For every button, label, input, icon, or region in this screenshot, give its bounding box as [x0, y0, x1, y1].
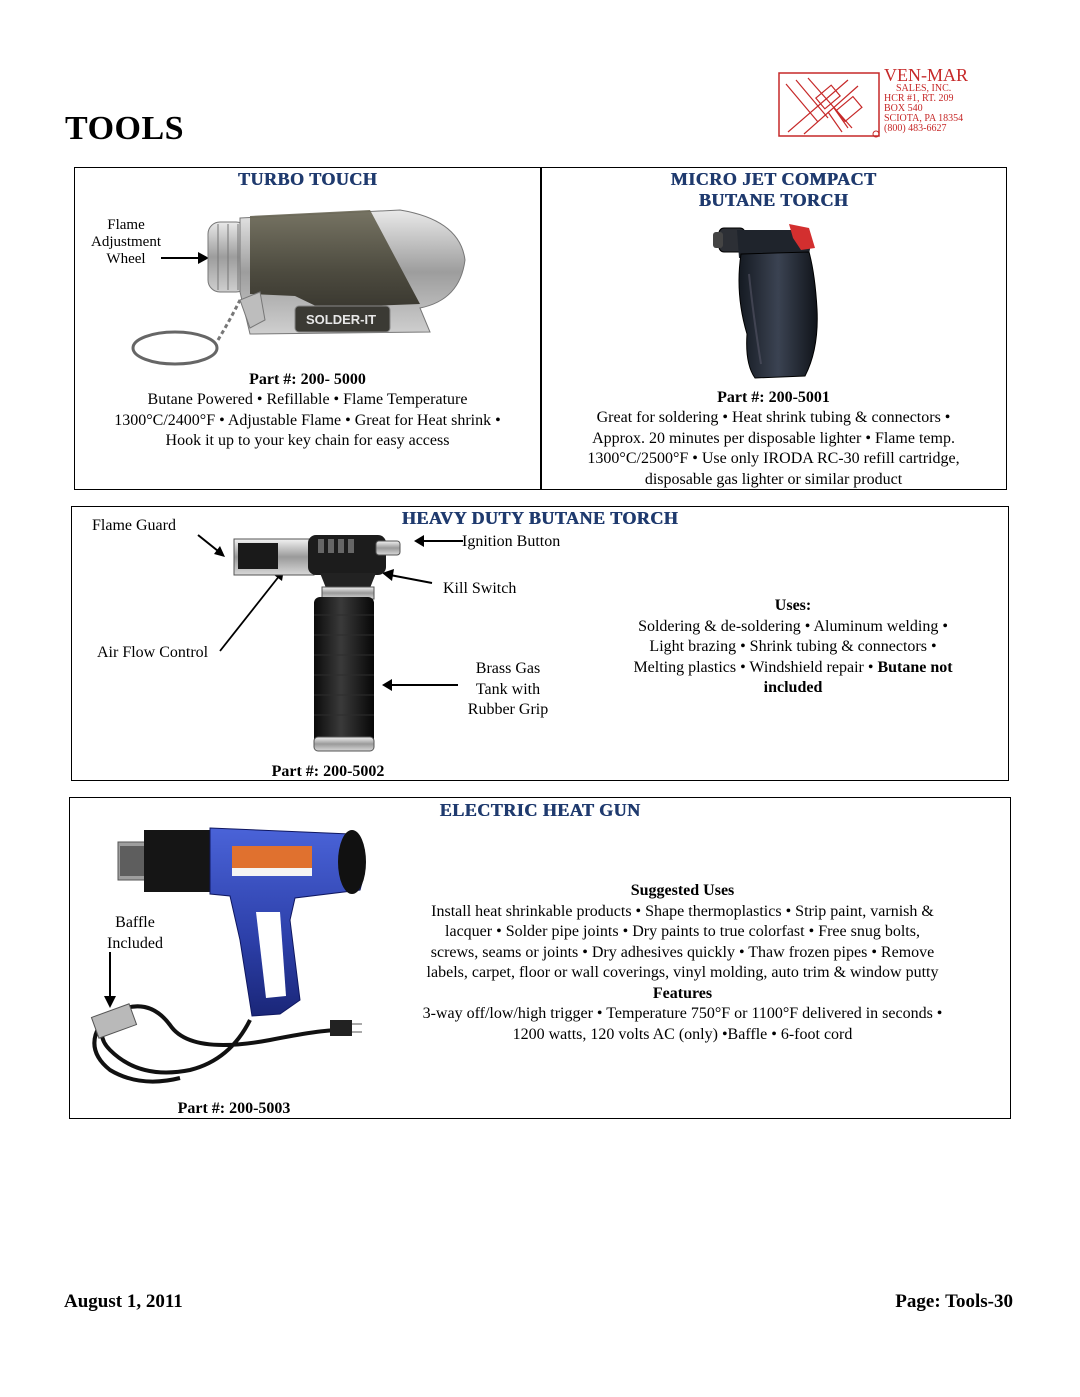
heat-gun-image [80, 820, 380, 1100]
desc-line: Hook it up to your key chain for easy access [165, 432, 450, 449]
label-line: Rubber Grip [467, 701, 549, 718]
suggested-uses-title: Suggested Uses [630, 882, 735, 899]
uses-note-bold: Butane not [877, 658, 953, 676]
desc-line: Great for soldering • Heat shrink tubing & connectors • [596, 409, 951, 426]
label-line: Flame [107, 217, 145, 233]
uses-title: Uses: [774, 597, 812, 614]
heavy-duty-torch-image [190, 525, 470, 765]
desc-line: 1300°C/2500°F • Use only IRODA RC-30 refill cartridge, [587, 450, 960, 467]
label-line: Tank with [475, 680, 541, 698]
turbo-touch-title: TURBO TOUCH [237, 169, 378, 189]
logo-line: BOX 540 [884, 103, 923, 114]
label-line: Adjustment [91, 234, 161, 250]
label-line: Brass Gas [475, 660, 541, 677]
desc-line: screws, seams or joints • Dry adhesives quickly • Thaw frozen pipes • Remove [430, 943, 935, 961]
title-line: BUTANE TORCH [698, 190, 849, 210]
turbo-touch-image [100, 200, 475, 370]
company-logo [778, 72, 882, 138]
brass-gas-tank-label [455, 659, 561, 721]
heavy-duty-uses [603, 596, 983, 699]
heavy-duty-title: HEAVY DUTY BUTANE TORCH [401, 508, 679, 528]
air-flow-control-label: Air Flow Control [97, 644, 209, 661]
title-line: MICRO JET COMPACT [670, 169, 877, 189]
label-line: Included [107, 934, 163, 952]
heat-gun-title: ELECTRIC HEAT GUN [439, 800, 641, 820]
microjet-part-number: Part #: 200-5001 [717, 389, 830, 406]
logo-name: VEN-MAR [884, 65, 968, 85]
logo-text [884, 66, 968, 134]
turbo-part-number: Part #: 200- 5000 [249, 371, 366, 388]
page-title: TOOLS [65, 110, 185, 147]
desc-line: 1300°C/2400°F • Adjustable Flame • Great for Heat shrink • [114, 411, 501, 429]
desc-line: 1200 watts, 120 volts AC (only) •Baffle • 6-foot cord [512, 1025, 853, 1043]
logo-line: HCR #1, RT. 209 [884, 93, 954, 104]
kill-switch-label: Kill Switch [443, 580, 517, 597]
desc-line: Butane Powered • Refillable • Flame Temperature [147, 391, 468, 408]
label-line: Wheel [106, 251, 146, 267]
heat-gun-part-number: Part #: 200-5003 [177, 1100, 291, 1117]
flame-guard-label: Flame Guard [92, 517, 176, 534]
desc-line: lacquer • Solder pipe joints • Dry paints to true colorfast • Free snug bolts, [445, 923, 920, 940]
ignition-button-label: Ignition Button [462, 533, 561, 550]
uses-text: Melting plastics • Windshield repair • [633, 658, 878, 676]
uses-line-last [603, 658, 983, 679]
desc-line: labels, carpet, floor or wall coverings, vinyl molding, auto trim & window putty [426, 964, 939, 981]
logo-line: SALES, INC. [896, 83, 952, 94]
microjet-description [542, 408, 1005, 490]
turbo-description [76, 390, 539, 452]
desc-line: disposable gas lighter or similar product [644, 470, 903, 488]
uses-note-bold: included [763, 679, 823, 696]
desc-line: 3-way off/low/high trigger • Temperature 750°F or 1100°F delivered in seconds • [422, 1005, 943, 1022]
label-line: Baffle [115, 914, 155, 931]
logo-line: (800) 483-6627 [884, 123, 947, 134]
footer-date: August 1, 2011 [64, 1291, 183, 1312]
logo-line: SCIOTA, PA 18354 [884, 113, 964, 124]
features-title: Features [652, 984, 713, 1002]
uses-line: Light brazing • Shrink tubing & connectors • [649, 638, 937, 655]
heavy-duty-part-number: Part #: 200-5002 [271, 763, 385, 780]
desc-line: Approx. 20 minutes per disposable lighter • Flame temp. [592, 429, 955, 447]
heat-gun-description [380, 881, 985, 1045]
micro-jet-title [542, 169, 1005, 211]
micro-jet-torch-image [705, 214, 835, 384]
footer-page-number: Page: Tools-30 [895, 1291, 1013, 1312]
uses-line: Soldering & de-soldering • Aluminum welding • [638, 617, 948, 635]
desc-line: Install heat shrinkable products • Shape thermoplastics • Strip paint, varnish & [431, 902, 934, 920]
solder-it-marking: SOLDER-IT [306, 312, 377, 327]
